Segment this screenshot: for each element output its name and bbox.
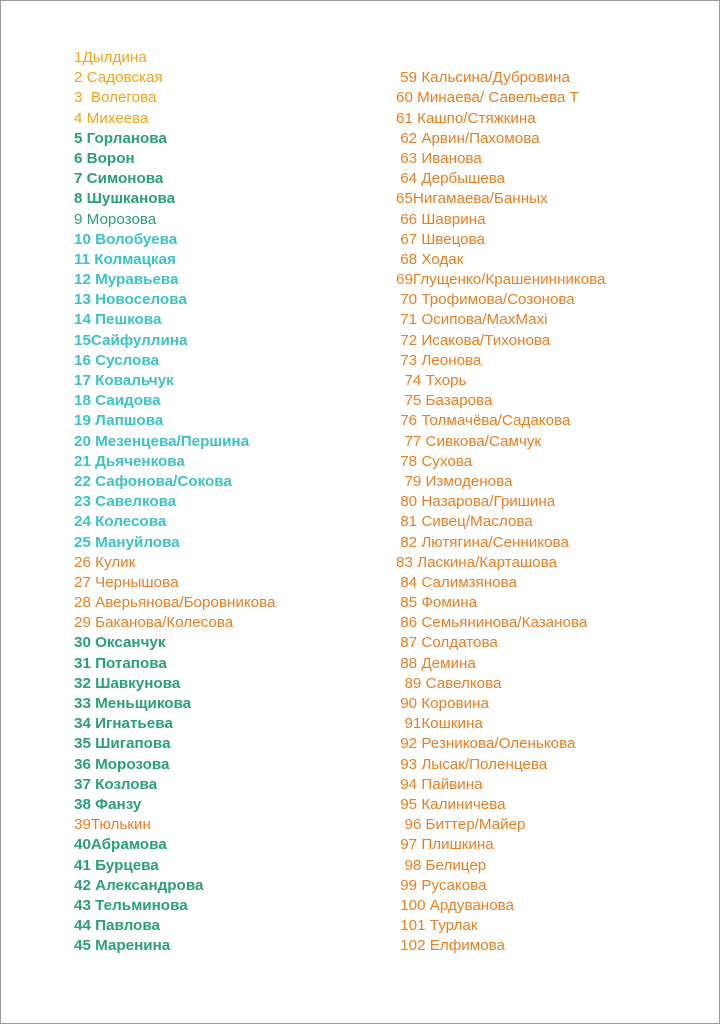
list-item: 31 Потапова [74, 654, 167, 672]
list-item: 22 Сафонова/Сокова [74, 472, 232, 490]
list-item: 102 Елфимова [396, 937, 505, 955]
list-item: 100 Ардуванова [396, 896, 514, 914]
list-item: 71 Осипова/МахМахі [396, 311, 548, 329]
list-item: 16 Суслова [74, 351, 159, 369]
list-item: 40Абрамова [74, 836, 167, 854]
list-item: 78 Сухова [396, 452, 473, 470]
list-item: 3 Волегова [74, 89, 157, 107]
list-item: 10 Волобуева [74, 230, 178, 248]
list-item: 84 Салимзянова [396, 573, 517, 591]
list-item: 96 Биттер/Майер [396, 816, 526, 834]
list-item: 37 Козлова [74, 775, 158, 793]
list-item: 75 Базарова [396, 392, 493, 410]
list-item: 79 Измоденова [396, 472, 513, 490]
list-item: 70 Трофимова/Созонова [396, 291, 575, 309]
list-item: 69Глущенко/Крашенинникова [396, 271, 606, 289]
list-item: 101 Турлак [396, 917, 478, 935]
list-item: 42 Александрова [74, 876, 204, 894]
list-item: 77 Сивкова/Самчук [396, 432, 542, 450]
list-item: 32 Шавкунова [74, 674, 181, 692]
list-item: 85 Фомина [396, 594, 478, 612]
list-item: 28 Аверьянова/Боровникова [74, 594, 276, 612]
list-item: 12 Муравьева [74, 271, 179, 289]
list-item: 24 Колесова [74, 513, 167, 531]
list-item: 38 Фанзу [74, 795, 142, 813]
list-item: 4 Михеева [74, 109, 149, 127]
list-item: 98 Белицер [396, 856, 487, 874]
list-item: 30 Оксанчук [74, 634, 166, 652]
list-item: 60 Минаева/ Савельева Т [396, 89, 579, 107]
list-item: 93 Лысак/Поленцева [396, 755, 548, 773]
list-item: 76 Толмачёва/Садакова [396, 412, 571, 430]
list-item: 15Сайфуллина [74, 331, 188, 349]
list-item: 14 Пешкова [74, 311, 162, 329]
list-item: 13 Новоселова [74, 291, 187, 309]
right-name-list [396, 68, 605, 956]
list-item: 8 Шушканова [74, 190, 176, 208]
list-item: 18 Саидова [74, 392, 161, 410]
list-item: 20 Мезенцева/Першина [74, 432, 250, 450]
list-item: 59 Кальсина/Дубровина [396, 69, 570, 87]
list-item: 82 Лютягина/Сенникова [396, 533, 569, 551]
list-item: 29 Баканова/Колесова [74, 614, 234, 632]
list-item: 17 Ковальчук [74, 372, 174, 389]
list-item: 41 Бурцева [74, 856, 159, 874]
list-item: 95 Калиничева [396, 795, 506, 813]
list-item: 2 Садовская [74, 69, 163, 87]
list-item: 74 Тхорь [396, 372, 467, 389]
list-item: 45 Маренина [74, 937, 171, 955]
list-item: 68 Ходак [396, 250, 464, 268]
list-item: 88 Демина [396, 654, 476, 672]
list-item: 35 Шигапова [74, 735, 171, 753]
list-item: 87 Солдатова [396, 634, 498, 652]
list-item: 91Кошкина [396, 715, 483, 733]
list-item: 1Дылдина [74, 49, 147, 66]
list-item: 23 Савелкова [74, 493, 177, 511]
list-item: 33 Меньщикова [74, 695, 192, 712]
left-name-list [74, 48, 275, 956]
list-item: 72 Исакова/Тихонова [396, 331, 551, 349]
list-item: 7 Симонова [74, 170, 164, 188]
list-item: 66 Шаврина [396, 210, 486, 228]
list-item: 21 Дьяченкова [74, 452, 185, 470]
list-item: 39Тюлькин [74, 816, 151, 834]
list-item: 63 Иванова [396, 149, 482, 167]
list-item: 6 Ворон [74, 149, 135, 167]
list-item: 11 Колмацкая [74, 250, 176, 268]
list-item: 89 Савелкова [396, 674, 502, 692]
list-item: 9 Морозова [74, 210, 157, 228]
list-item: 99 Русакова [396, 876, 487, 894]
list-item: 36 Морозова [74, 755, 170, 773]
list-item: 43 Тельминова [74, 896, 188, 914]
list-item: 86 Семьянинова/Казанова [396, 614, 588, 632]
list-item: 73 Леонова [396, 351, 482, 369]
list-item: 62 Арвин/Пахомова [396, 129, 540, 147]
list-item: 19 Лапшова [74, 412, 164, 430]
list-item: 34 Игнатьева [74, 715, 173, 733]
list-item: 65Нигамаева/Банных [396, 190, 548, 208]
list-item: 90 Коровина [396, 695, 489, 712]
list-item: 97 Плишкина [396, 836, 494, 854]
list-item: 26 Кулик [74, 553, 136, 571]
list-item: 80 Назарова/Гришина [396, 493, 556, 511]
list-item: 5 Горланова [74, 129, 167, 147]
list-item: 83 Ласкина/Карташова [396, 553, 557, 571]
list-item: 81 Сивец/Маслова [396, 513, 533, 531]
list-item: 61 Кашпо/Стяжкина [396, 109, 536, 127]
list-item: 64 Дербышева [396, 170, 506, 188]
list-item: 44 Павлова [74, 917, 160, 935]
list-item: 27 Чернышова [74, 573, 179, 591]
list-item: 92 Резникова/Оленькова [396, 735, 576, 753]
list-item: 94 Пайвина [396, 775, 483, 793]
list-item: 25 Мануйлова [74, 533, 180, 551]
list-item: 67 Швецова [396, 230, 485, 248]
